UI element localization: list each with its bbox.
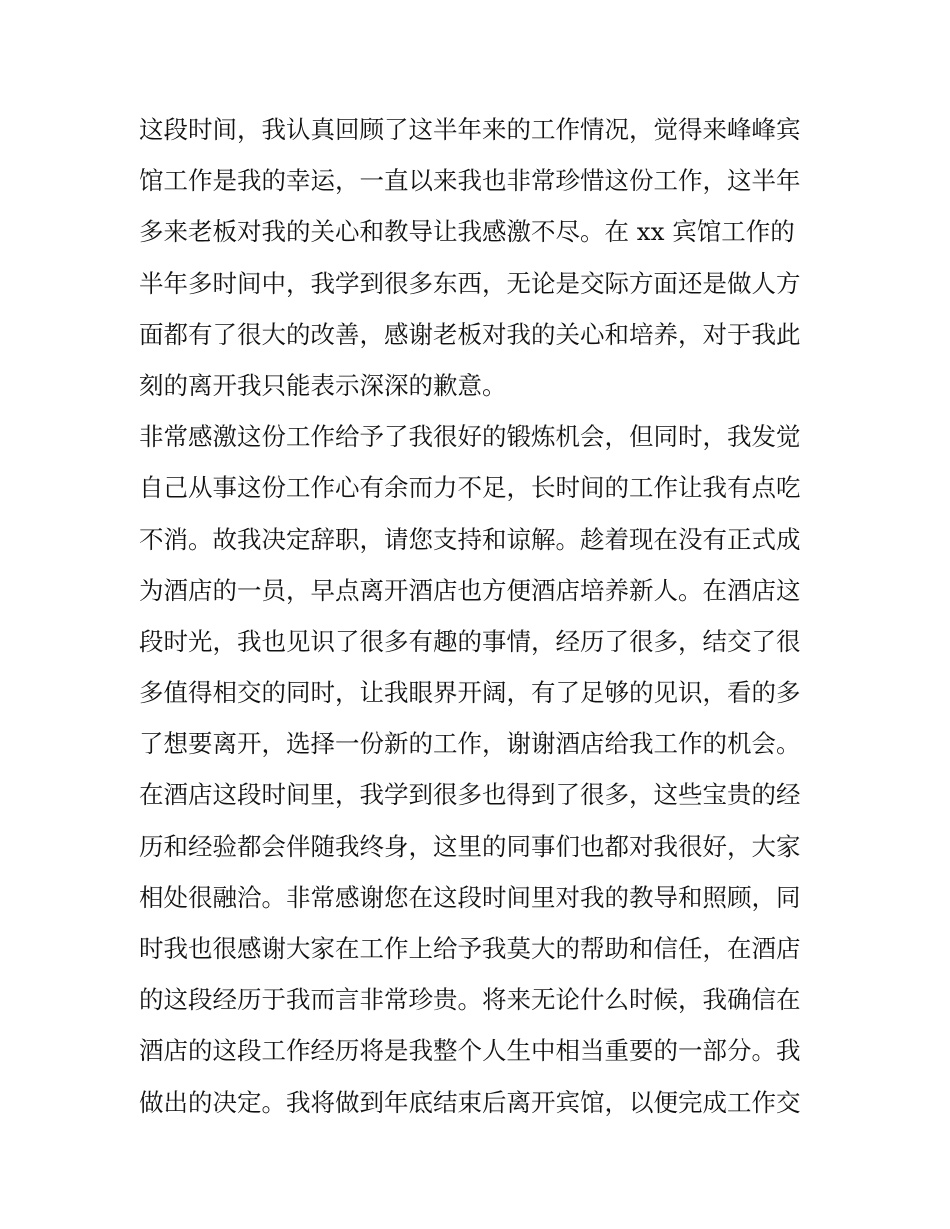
text-line: 为酒店的一员，早点离开酒店也方便酒店培养新人。在酒店这 [139, 575, 801, 605]
text-line: 段时光，我也见识了很多有趣的事情，经历了很多，结交了很 [139, 626, 801, 656]
text-line: 刻的离开我只能表示深深的歉意。 [139, 370, 507, 400]
text-line: 自己从事这份工作心有余而力不足，长时间的工作让我有点吃 [139, 473, 801, 503]
text-line: 了想要离开，选择一份新的工作，谢谢酒店给我工作的机会。 [139, 729, 801, 759]
body-text [139, 104, 815, 1128]
text-line: 非常感激这份工作给予了我很好的锻炼机会，但同时，我发觉 [139, 422, 801, 452]
text-line: 时我也很感谢大家在工作上给予我莫大的帮助和信任，在酒店 [139, 934, 801, 963]
text-line: 面都有了很大的改善，感谢老板对我的关心和培养，对于我此 [139, 319, 801, 349]
text-line: 相处很融洽。非常感谢您在这段时间里对我的教导和照顾，同 [139, 882, 801, 912]
text-line: 馆工作是我的幸运，一直以来我也非常珍惜这份工作，这半年 [139, 166, 801, 196]
text-line: 做出的决定。我将做到年底结束后离开宾馆，以便完成工作交 [139, 1087, 801, 1117]
text-line: 这段时间，我认真回顾了这半年来的工作情况，觉得来峰峰宾 [139, 115, 801, 144]
text-line: 多值得相交的同时，让我眼界开阔，有了足够的见识，看的多 [139, 678, 801, 708]
text-line: 多来老板对我的关心和教导让我感激不尽。在 xx 宾馆工作的 [139, 217, 795, 247]
text-line: 在酒店这段时间里，我学到很多也得到了很多，这些宝贵的经 [139, 780, 801, 810]
text-line: 半年多时间中，我学到很多东西，无论是交际方面还是做人方 [139, 268, 801, 298]
text-line: 的这段经历于我而言非常珍贵。将来无论什么时候，我确信在 [139, 985, 801, 1015]
text-line: 不消。故我决定辞职，请您支持和谅解。趁着现在没有正式成 [139, 524, 801, 554]
text-line: 酒店的这段工作经历将是我整个人生中相当重要的一部分。我 [139, 1036, 801, 1066]
text-line: 历和经验都会伴随我终身，这里的同事们也都对我很好，大家 [139, 831, 801, 861]
